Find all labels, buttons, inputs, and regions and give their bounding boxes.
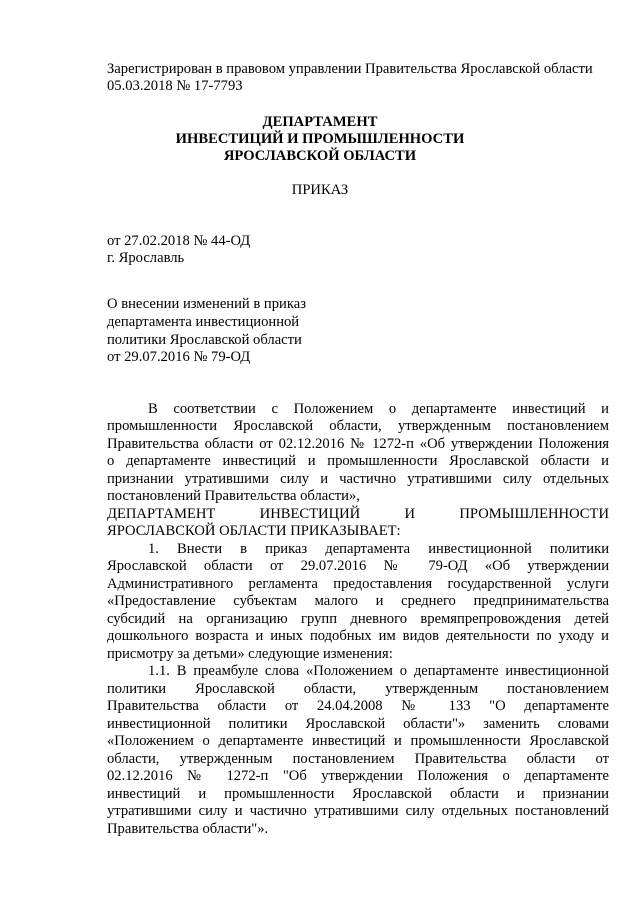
item-1-1-line: Правительства области"». [107,821,269,837]
item-1-line: Административного регламента предоставления государственной услуги [107,576,609,592]
department-header-line-2: ИНВЕСТИЦИЙ И ПРОМЫШЛЕННОСТИ [175,131,465,147]
orders-line: ЯРОСЛАВСКОЙ ОБЛАСТИ ПРИКАЗЫВАЕТ: [107,523,401,539]
order-date-number: от 27.02.2018 № 44-ОД [107,233,251,249]
item-1-1-line: области, утвержденным постановлением Правительства области от [107,751,609,767]
item-1-line: «Предоставление субъектам малого и среднего предпринимательства [107,593,609,609]
item-1-line: 1. Внести в приказ департамента инвестиционной политики [148,541,609,557]
preamble-line: признании утратившими силу и частично утратившими силу отдельных [107,471,609,487]
subject-line-4: от 29.07.2016 № 79-ОД [107,349,251,365]
document-type: ПРИКАЗ [291,182,349,198]
item-1-1-line: Правительства области от 24.04.2008 № 133 "О департаменте [107,698,609,714]
department-header-line-1: ДЕПАРТАМЕНТ [262,114,378,130]
item-1-1-line: инвестиционной политики Ярославской области"» заменить словами [107,716,609,732]
item-1-1-line: инвестиций и промышленности Ярославской области и признании [107,786,609,802]
subject-line-2: департамента инвестиционной [107,314,300,330]
preamble-line: промышленности Ярославской области, утвержденным постановлением [107,418,609,434]
preamble-line: Правительства области от 02.12.2016 № 1272-п «Об утверждении Положения [107,436,609,452]
registration-line-1: Зарегистрирован в правовом управлении Правительства Ярославской области [107,61,593,77]
item-1-1-line: «Положением о департаменте инвестиций и промышленности Ярославской [107,733,609,749]
preamble-line: постановлений Правительства области», [107,488,360,504]
item-1-line: дошкольного возраста и иных подобных им видов деятельности по уходу и [107,628,609,644]
item-1-1-line: 02.12.2016 № 1272-п "Об утверждении Положения о департаменте [107,768,609,784]
order-city: г. Ярославль [107,250,185,266]
subject-line-1: О внесении изменений в приказ [107,296,306,312]
item-1-1-line: политики Ярославской области, утвержденным постановлением [107,681,609,697]
department-header-line-3: ЯРОСЛАВСКОЙ ОБЛАСТИ [223,148,417,164]
item-1-1-line: утратившими силу и частично утратившими силу отдельных постановлений [107,803,609,819]
item-1-line: Ярославской области от 29.07.2016 № 79-ОД «Об утверждении [107,558,609,574]
orders-line: ДЕПАРТАМЕНТ ИНВЕСТИЦИЙ И ПРОМЫШЛЕННОСТИ [107,506,609,522]
preamble-line: В соответствии с Положением о департаменте инвестиций и [148,401,609,417]
item-1-line: присмотру за детьми» следующие изменения: [107,646,393,662]
item-1-line: субсидий на организацию групп дневного времяпрепровождения детей [107,611,609,627]
item-1-1-line: 1.1. В преамбуле слова «Положением о департаменте инвестиционной [148,663,609,679]
preamble-line: о департаменте инвестиций и промышленности Ярославской области и [107,453,609,469]
registration-line-2: 05.03.2018 № 17-7793 [107,78,243,94]
subject-line-3: политики Ярославской области [107,332,302,348]
